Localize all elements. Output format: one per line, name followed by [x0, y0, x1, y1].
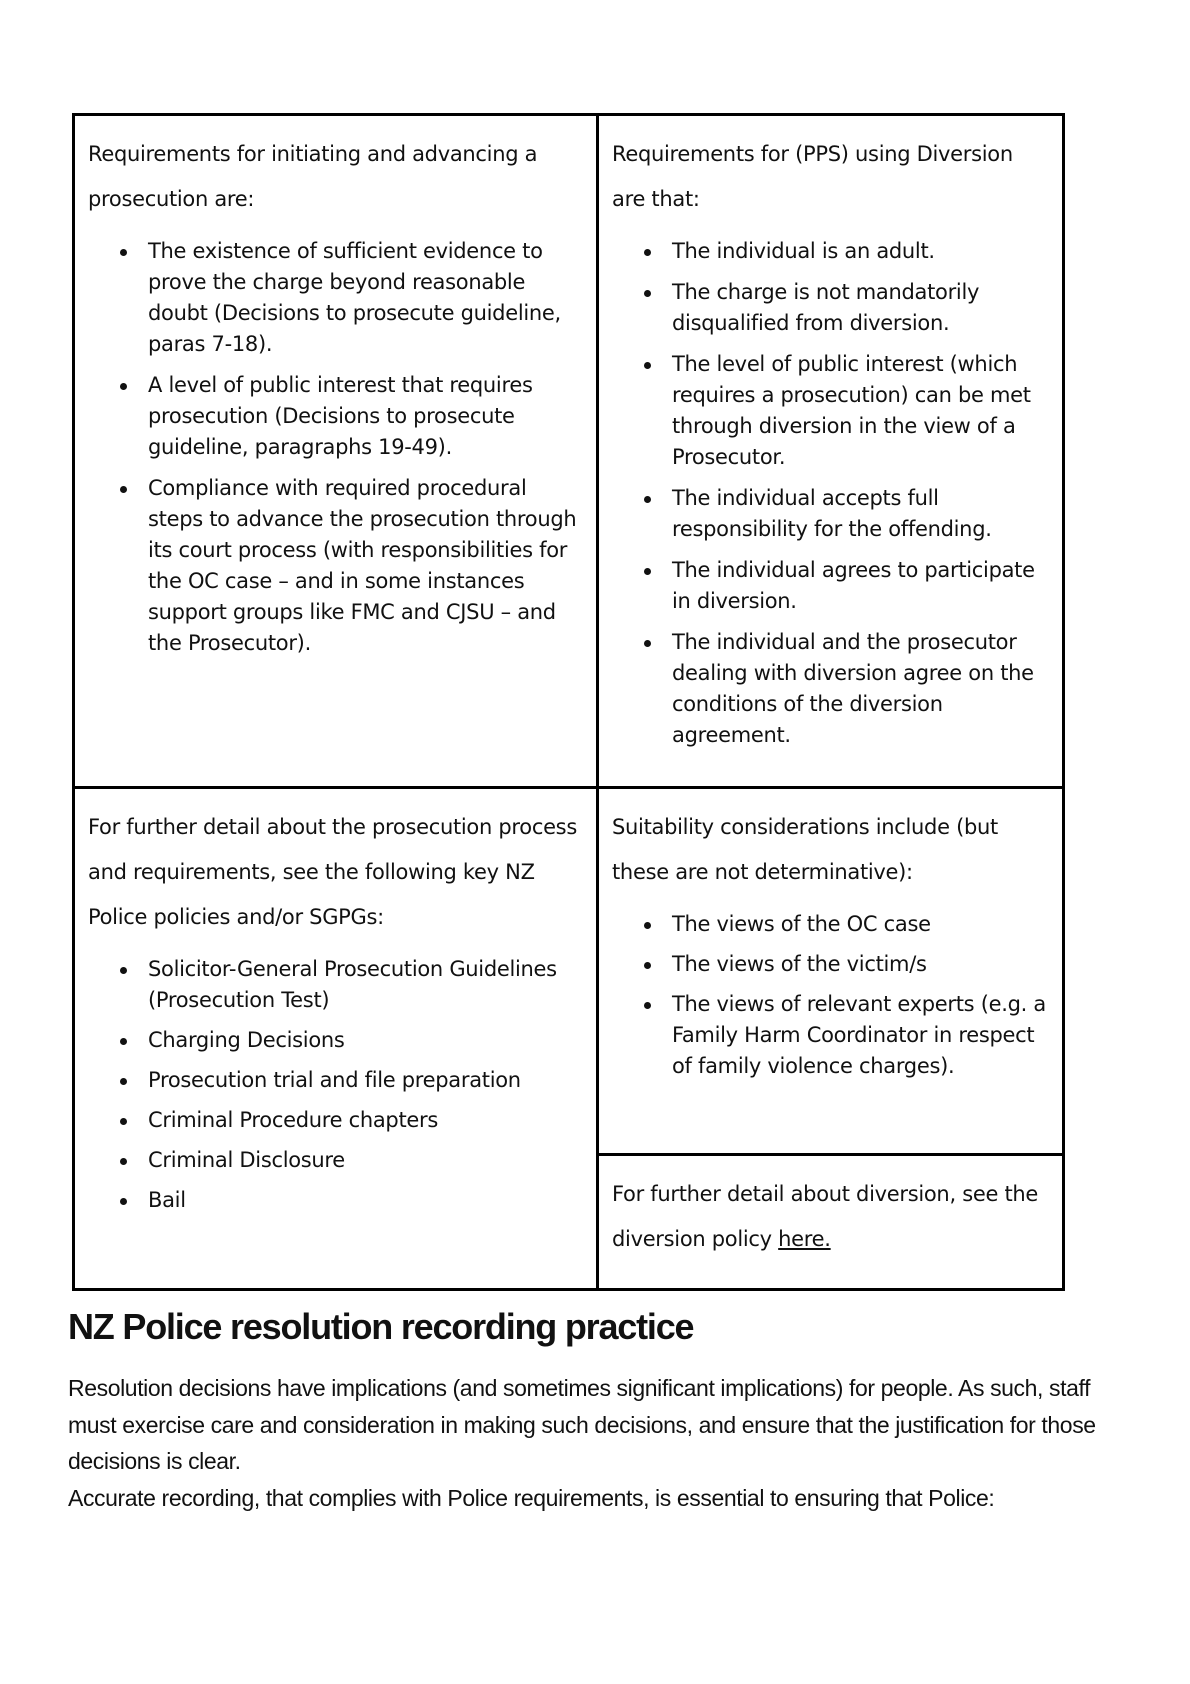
section-body — [68, 1370, 1128, 1516]
list-item: Compliance with required procedural steps to advance the prosecution through its court process (with responsibilities for the OC case – and in some instances support groups like FMC and CJSU – and the Prosecutor). — [148, 473, 584, 659]
list-item: The existence of sufficient evidence to prove the charge beyond reasonable doubt (Decisions to prosecute guideline, paras 7-18). — [148, 236, 584, 360]
cell-suitability-considerations — [599, 789, 1062, 1156]
cell-intro: Suitability considerations include (but these are not determinative): — [612, 815, 998, 884]
body-paragraph: Resolution decisions have implications (and sometimes significant implications) for people. As such, staff must exercise care and consideration in making such decisions, and ensure that the justification for those decisions is clear. — [68, 1375, 1096, 1474]
diversion-detail-label: For further detail about diversion, see the diversion policy — [612, 1182, 1039, 1251]
list-item: The level of public interest (which requires a prosecution) can be met through diversion in the view of a Prosecutor. — [672, 349, 1050, 473]
cell-diversion-further-detail — [599, 1156, 1062, 1288]
list-item: Bail — [148, 1185, 584, 1216]
cell-intro: For further detail about the prosecution process and requirements, see the following key NZ Police policies and/or SGPGs: — [88, 815, 577, 929]
list-item: Criminal Procedure chapters — [148, 1105, 584, 1136]
list-item: The individual and the prosecutor dealing with diversion agree on the conditions of the diversion agreement. — [672, 627, 1050, 751]
body-paragraph: Accurate recording, that complies with Police requirements, is essential to ensuring that Police: — [68, 1484, 995, 1511]
cell-intro: Requirements for initiating and advancing a prosecution are: — [88, 142, 538, 211]
list-item: The views of relevant experts (e.g. a Family Harm Coordinator in respect of family violence charges). — [672, 989, 1050, 1082]
list-item: The individual is an adult. — [672, 236, 1050, 267]
list-item: A level of public interest that requires prosecution (Decisions to prosecute guideline, paragraphs 19-49). — [148, 370, 584, 463]
cell-prosecution-requirements — [75, 116, 599, 789]
list-item: The charge is not mandatorily disqualified from diversion. — [672, 277, 1050, 339]
list-item: Solicitor-General Prosecution Guidelines (Prosecution Test) — [148, 954, 584, 1016]
bullet-list — [612, 909, 1050, 1082]
policy-list — [88, 954, 584, 1216]
bullet-list — [88, 236, 584, 659]
list-item: Criminal Disclosure — [148, 1145, 584, 1176]
cell-intro: Requirements for (PPS) using Diversion are that: — [612, 142, 1013, 211]
bullet-list — [612, 236, 1050, 751]
comparison-table — [72, 113, 1065, 1291]
list-item: The views of the OC case — [672, 909, 1050, 940]
list-item: Prosecution trial and file preparation — [148, 1065, 584, 1096]
cell-diversion-requirements — [599, 116, 1062, 789]
list-item: Charging Decisions — [148, 1025, 584, 1056]
diversion-policy-link[interactable]: here. — [778, 1227, 831, 1251]
section-heading: NZ Police resolution recording practice — [68, 1306, 694, 1347]
diversion-detail-text — [612, 1172, 1050, 1262]
list-item: The individual accepts full responsibility for the offending. — [672, 483, 1050, 545]
list-item: The views of the victim/s — [672, 949, 1050, 980]
list-item: The individual agrees to participate in diversion. — [672, 555, 1050, 617]
cell-prosecution-further-detail — [75, 789, 599, 1288]
